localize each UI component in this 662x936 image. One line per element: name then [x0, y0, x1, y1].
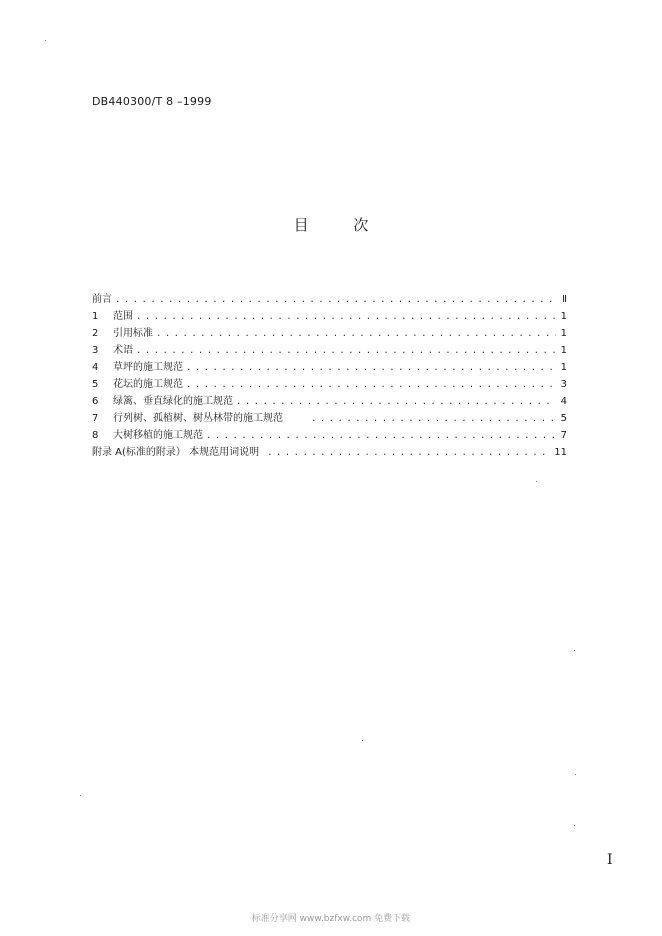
toc-dot-leader [186, 360, 556, 377]
scan-speck [45, 40, 46, 41]
toc-entry-page: 7 [560, 430, 567, 441]
toc-entry-transplant[interactable] [92, 427, 567, 444]
toc-dot-leader [236, 394, 556, 411]
toc-entry-label: 范围 [113, 311, 133, 322]
toc-entry-label: 草坪的施工规范 [113, 362, 183, 373]
table-of-contents [92, 291, 567, 461]
toc-entry-label: 前言 [92, 294, 112, 305]
toc-entry-page: 1 [560, 311, 567, 322]
toc-entry-page: 11 [554, 447, 567, 458]
toc-entry-hedge[interactable] [92, 393, 567, 410]
page-number: I [607, 852, 613, 868]
toc-entry-page: 1 [560, 345, 567, 356]
toc-entry-page: 3 [560, 379, 567, 390]
toc-entry-number: 2 [92, 328, 99, 339]
toc-entry-number: 8 [92, 430, 99, 441]
watermark: 标准分享网 www.bzfxw.com 免费下载 [251, 914, 411, 924]
toc-entry-foreword[interactable] [92, 291, 567, 308]
toc-entry-number: 7 [92, 413, 99, 424]
toc-entry-trees[interactable] [92, 410, 567, 427]
toc-entry-number: 3 [92, 345, 99, 356]
toc-entry-label: 花坛的施工规范 [113, 379, 183, 390]
toc-entry-number: 1 [92, 311, 99, 322]
toc-dot-leader [136, 309, 556, 326]
toc-entry-page: 4 [560, 396, 567, 407]
toc-entry-page: 5 [560, 413, 567, 424]
toc-entry-label: 绿篱、垂直绿化的施工规范 [113, 396, 233, 407]
toc-dot-leader [115, 292, 556, 309]
page-title: 目 次 [293, 216, 389, 234]
scan-speck [575, 774, 576, 775]
toc-entry-label: 术语 [113, 345, 133, 356]
toc-dot-leader [186, 377, 556, 394]
toc-entry-lawn[interactable] [92, 359, 567, 376]
toc-entry-label: 引用标准 [113, 328, 153, 339]
toc-entry-terms[interactable] [92, 342, 567, 359]
document-code: DB440300/T 8 –1999 [92, 95, 212, 108]
toc-entry-label: 行列树、孤植树、树丛林带的施工规范 [113, 413, 283, 424]
toc-dot-leader [156, 326, 556, 343]
toc-dot-leader [267, 445, 551, 462]
toc-dot-leader [206, 428, 556, 445]
toc-entry-flowerbed[interactable] [92, 376, 567, 393]
scan-speck [574, 650, 575, 651]
toc-entry-page: 1 [560, 362, 567, 373]
toc-entry-number: 6 [92, 396, 99, 407]
toc-entry-label: 附录 A(标准的附录） 本规范用词说明 [92, 447, 260, 458]
toc-entry-references[interactable] [92, 325, 567, 342]
toc-dot-leader [311, 411, 556, 428]
toc-dot-leader [136, 343, 556, 360]
scan-speck [362, 740, 363, 741]
toc-entry-page: 1 [560, 328, 567, 339]
toc-entry-number: 5 [92, 379, 99, 390]
toc-entry-scope[interactable] [92, 308, 567, 325]
scan-speck [536, 481, 537, 482]
scan-speck [574, 825, 575, 826]
toc-entry-page: Ⅱ [562, 294, 567, 305]
toc-entry-appendix-a[interactable] [92, 444, 567, 461]
scan-speck [80, 795, 81, 796]
toc-entry-label: 大树移植的施工规范 [113, 430, 203, 441]
toc-entry-number: 4 [92, 362, 99, 373]
